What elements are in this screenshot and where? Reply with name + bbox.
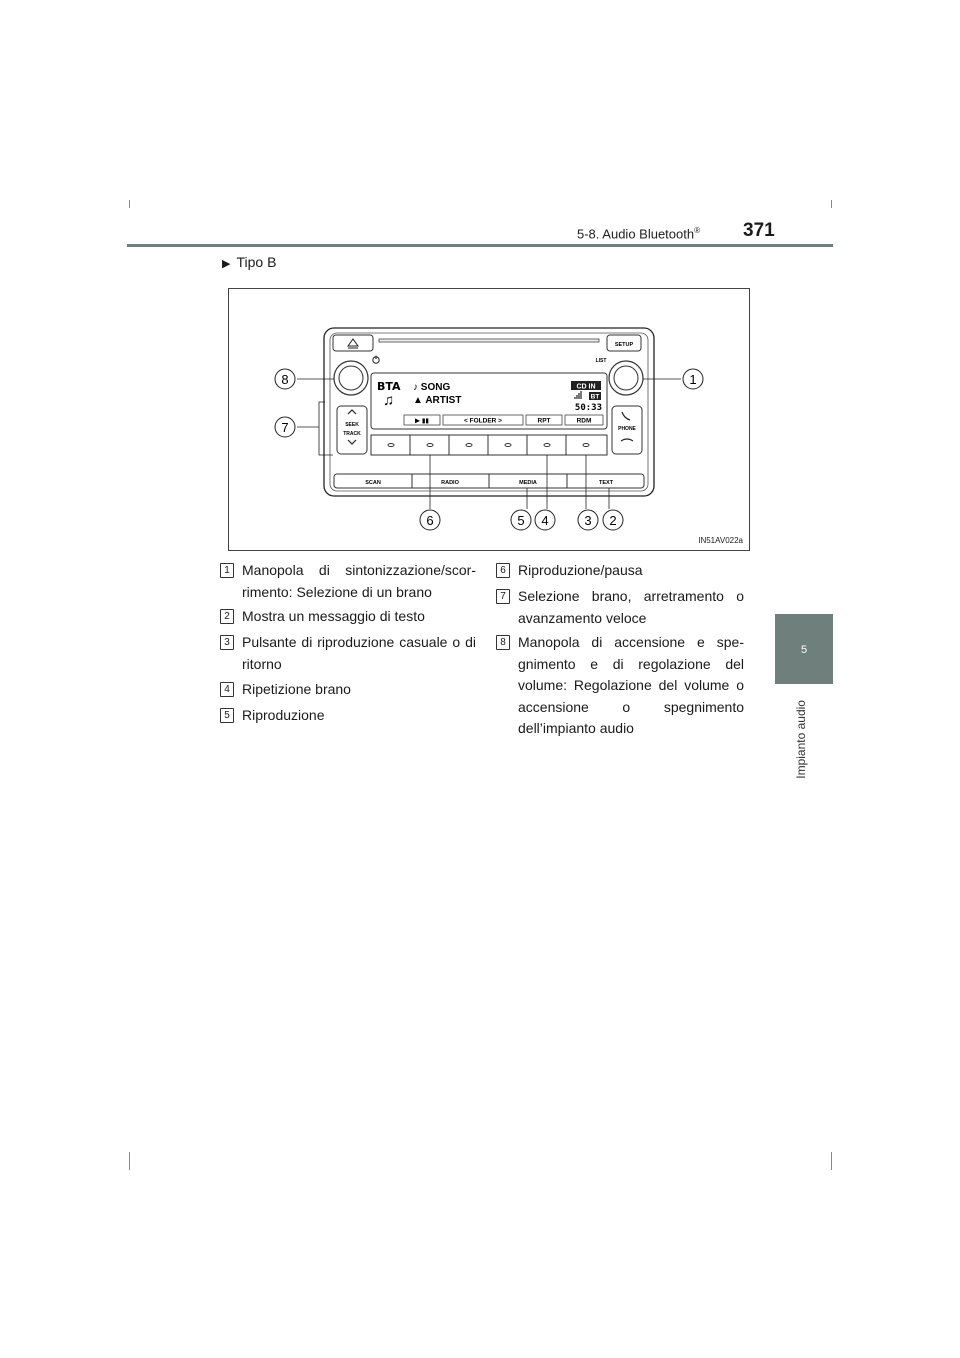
track-time: 50:33: [574, 403, 602, 413]
callout-8: [275, 369, 295, 389]
softkey-rpt: RPT: [537, 417, 551, 425]
crop-mark: [831, 200, 832, 208]
cd-slot: [379, 339, 599, 342]
legend-text: Pulsante di riproduzione casuale o di ritorno: [242, 634, 476, 672]
legend-number: 2: [220, 609, 234, 624]
crop-mark: [831, 1152, 832, 1170]
header-rule: [127, 244, 833, 247]
display-source: BTA: [377, 380, 401, 393]
chapter-number: 5: [800, 644, 808, 656]
softkey-play: ▶ ▮▮: [415, 417, 429, 425]
svg-text:1: 1: [689, 372, 697, 387]
list-label: LIST: [595, 358, 607, 364]
eject-button: [333, 335, 373, 351]
svg-text:4: 4: [541, 513, 549, 528]
song-label: ♪ SONG: [413, 382, 451, 393]
callout-1: [683, 369, 703, 389]
setup-label: SETUP: [614, 342, 634, 348]
svg-text:BT: BT: [590, 393, 600, 401]
callout-7: [275, 417, 295, 437]
page-number: 371: [743, 220, 775, 241]
svg-text:5: 5: [517, 513, 525, 528]
softkey-rdm: RDM: [576, 417, 592, 425]
svg-text:CD IN: CD IN: [576, 383, 596, 391]
callout-2: [603, 510, 623, 530]
audio-unit-drawing: [229, 289, 749, 550]
callout-5: [511, 510, 531, 530]
svg-text:8: 8: [281, 372, 289, 387]
legend-number: 6: [496, 563, 510, 578]
legend-number: 3: [220, 635, 234, 650]
scan-button: SCAN: [365, 480, 381, 486]
callout-3: [578, 510, 598, 530]
legend-text: Selezione brano, arretramento o avanzamento veloce: [518, 588, 744, 626]
legend-number: 1: [220, 563, 234, 578]
svg-text:PHONE: PHONE: [618, 426, 636, 432]
artist-label: ▲ ARTIST: [413, 395, 462, 406]
legend-number: 8: [496, 635, 510, 650]
legend-text: Ripetizione brano: [242, 681, 351, 697]
legend-number: 7: [496, 589, 510, 604]
legend-text: Mostra un messaggio di testo: [242, 608, 425, 624]
callout-4: [535, 510, 555, 530]
crop-mark: [129, 1152, 130, 1170]
svg-text:SEEK: SEEK: [345, 422, 359, 428]
type-label: ▶ Tipo B: [222, 254, 277, 270]
svg-text:7: 7: [281, 420, 289, 435]
legend-text: Riproduzione: [242, 707, 325, 723]
svg-text:6: 6: [426, 513, 434, 528]
legend-text: Manopola di accensione e spegnimento e di regolazione del volume: Regolazione del volume o accensione o spegnimento dell’impianto audio: [518, 634, 744, 736]
legend-text: Manopola di sintonizzazione/scorrimento: Selezione di un brano: [242, 562, 476, 600]
text-button: TEXT: [598, 480, 614, 486]
svg-text:TRACK: TRACK: [343, 431, 361, 437]
legend-number: 5: [220, 708, 234, 723]
chapter-tab: [775, 614, 833, 684]
legend-text: Riproduzione/pausa: [518, 562, 643, 578]
figure-code: IN51AV022a: [698, 536, 743, 545]
audio-unit-figure: [228, 288, 750, 551]
svg-text:3: 3: [584, 513, 592, 528]
section-title: 5-8. Audio Bluetooth®: [577, 226, 700, 242]
seek-track-button: [337, 406, 367, 454]
chapter-title: Impianto audio: [794, 700, 808, 779]
callout-6: [420, 510, 440, 530]
media-button: MEDIA: [519, 480, 537, 486]
crop-mark: [129, 200, 130, 208]
preset-row: [371, 435, 607, 455]
radio-button: RADIO: [441, 480, 459, 486]
svg-text:2: 2: [609, 513, 617, 528]
triangle-bullet-icon: ▶: [222, 258, 231, 270]
softkey-folder: < FOLDER >: [464, 417, 502, 425]
music-note-icon: ♫: [383, 392, 395, 409]
legend-number: 4: [220, 682, 234, 697]
